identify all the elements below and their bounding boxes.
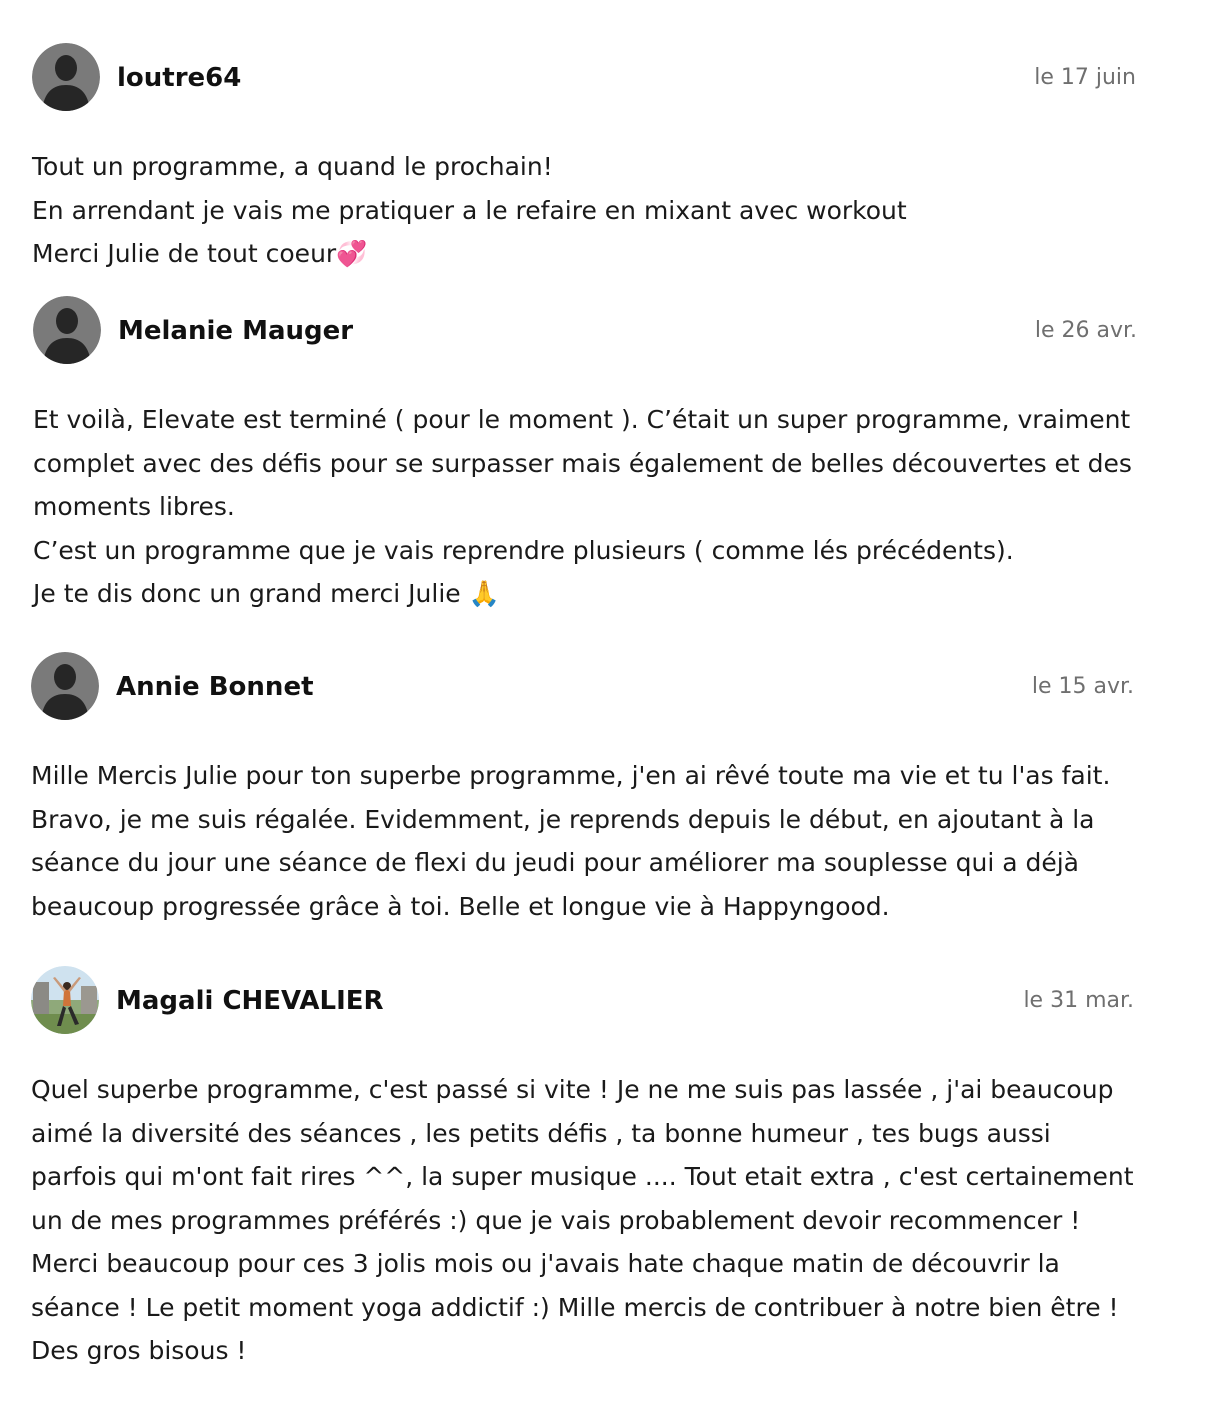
comment-line: Bravo, je me suis régalée. Evidemment, je reprends depuis le début, en ajoutant à la: [31, 804, 1095, 834]
comment-header: [0, 43, 1218, 113]
avatar[interactable]: [31, 966, 99, 1034]
comment-text: [33, 398, 1153, 616]
comment-line: En arrendant je vais me pratiquer a le refaire en mixant avec workout: [32, 195, 907, 225]
default-avatar-icon: [32, 43, 100, 111]
comment-line: Tout un programme, a quand le prochain!: [32, 152, 553, 181]
comment-line: Merci Julie de tout coeur💞: [32, 239, 368, 268]
comment-line: parfois qui m'ont fait rires ^^, la super musique .... Tout etait extra , c'est certainement: [31, 1162, 1134, 1191]
comment-line: complet avec des défis pour se surpasser mais également de belles découvertes et des: [33, 448, 1132, 478]
author-name[interactable]: Annie Bonnet: [116, 672, 314, 702]
comment-header: [0, 296, 1218, 366]
comment-date: le 31 mar.: [1023, 988, 1134, 1013]
comment-line: aimé la diversité des séances , les petits défis , ta bonne humeur , tes bugs aussi: [31, 1118, 1051, 1148]
comment-item: [0, 966, 1218, 1365]
default-avatar-icon: [33, 296, 101, 364]
comment-text: [32, 145, 1152, 276]
comment-line: séance du jour une séance de flexi du jeudi pour améliorer ma souplesse qui a déjà: [31, 848, 1079, 877]
default-avatar-icon: [31, 652, 99, 720]
comment-line: Mille Mercis Julie pour ton superbe programme, j'en ai rêvé toute ma vie et tu l'as fait.: [31, 761, 1111, 790]
comment-text: [31, 1068, 1151, 1373]
comment-text: [31, 754, 1151, 928]
comment-line: Je te dis donc un grand merci Julie 🙏: [33, 579, 500, 608]
comment-item: [0, 652, 1218, 921]
comment-line: Et voilà, Elevate est terminé ( pour le moment ). C’était un super programme, vraiment: [33, 405, 1131, 434]
avatar[interactable]: [31, 652, 99, 720]
comment-line: Merci beaucoup pour ces 3 jolis mois ou j'avais hate chaque matin de découvrir la: [31, 1249, 1060, 1278]
comment-item: [0, 296, 1218, 608]
comment-line: Des gros bisous !: [31, 1336, 247, 1365]
comment-date: le 26 avr.: [1034, 318, 1137, 343]
comment-line: moments libres.: [33, 492, 235, 521]
comment-header: [0, 966, 1218, 1036]
photo-avatar-icon: [31, 966, 99, 1034]
author-name[interactable]: Magali CHEVALIER: [116, 986, 384, 1016]
comment-line: Quel superbe programme, c'est passé si vite ! Je ne me suis pas lassée , j'ai beaucoup: [31, 1075, 1114, 1104]
comment-line: séance ! Le petit moment yoga addictif :) Mille mercis de contribuer à notre bien être !: [31, 1292, 1119, 1322]
author-name[interactable]: Melanie Mauger: [118, 316, 354, 346]
comment-header: [0, 652, 1218, 722]
comment-date: le 15 avr.: [1031, 674, 1134, 699]
comment-line: un de mes programmes préférés :) que je vais probablement devoir recommencer !: [31, 1205, 1081, 1235]
author-name[interactable]: loutre64: [117, 63, 242, 93]
avatar[interactable]: [33, 296, 101, 364]
comment-line: beaucoup progressée grâce à toi. Belle et longue vie à Happyngood.: [31, 891, 890, 921]
comment-line: C’est un programme que je vais reprendre plusieurs ( comme lés précédents).: [33, 535, 1014, 565]
comment-item: [0, 43, 1218, 268]
comment-date: le 17 juin: [1034, 65, 1136, 90]
avatar[interactable]: [32, 43, 100, 111]
